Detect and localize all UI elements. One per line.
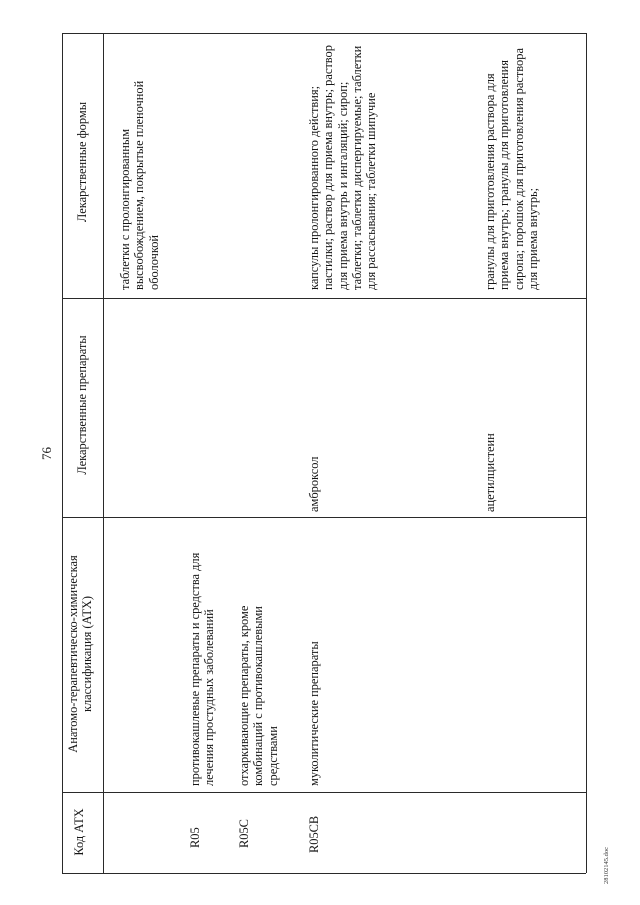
table-border-right — [586, 33, 587, 873]
row-3-atc: муколитические препараты — [307, 641, 321, 786]
header-separator — [103, 33, 104, 873]
doc-reference: 28102145.doc — [603, 846, 610, 884]
header-atc: Анатомо-терапевтическо-химическая классификация (АТХ) — [66, 555, 95, 753]
column-separator-3 — [62, 298, 586, 299]
row-1-atc: противокашлевые препараты и средства для лечения простудных заболеваний — [188, 552, 217, 786]
row-0-forms: таблетки с пролонгированным высвобождением, покрытые пленочной оболочкой — [118, 80, 161, 290]
row-2-atc: отхаркивающие препараты, кроме комбинаций с противокашлевыми средствами — [237, 605, 280, 786]
row-3-drug: амброксол — [307, 456, 321, 512]
header-drugs: Лекарственные препараты — [75, 335, 89, 475]
column-separator-2 — [62, 517, 586, 518]
table-border-left — [62, 33, 63, 873]
row-3-code: R05CB — [307, 815, 321, 853]
row-2-code: R05C — [237, 819, 251, 848]
row-3-forms: капсулы пролонгированного действия; пастилки; раствор для приема внутрь; раствор для приема внутрь и ингаляций; сироп; таблетки; таблетки диспергируемые; таблетки для рассасывания; таблетки шипучие — [307, 45, 379, 290]
row-4-drug: ацетилцистеин — [483, 433, 497, 512]
column-separator-1 — [62, 792, 586, 793]
header-forms: Лекарственные формы — [75, 101, 89, 223]
header-code: Код АТХ — [72, 808, 86, 856]
row-4-forms: гранулы для приготовления раствора для приема внутрь; гранулы для приготовления сиропа; порошок для приготовления раствора для приема внутрь; — [483, 48, 540, 290]
table-border-bottom — [62, 873, 586, 874]
page-number: 76 — [39, 447, 54, 460]
row-1-code: R05 — [188, 827, 202, 848]
